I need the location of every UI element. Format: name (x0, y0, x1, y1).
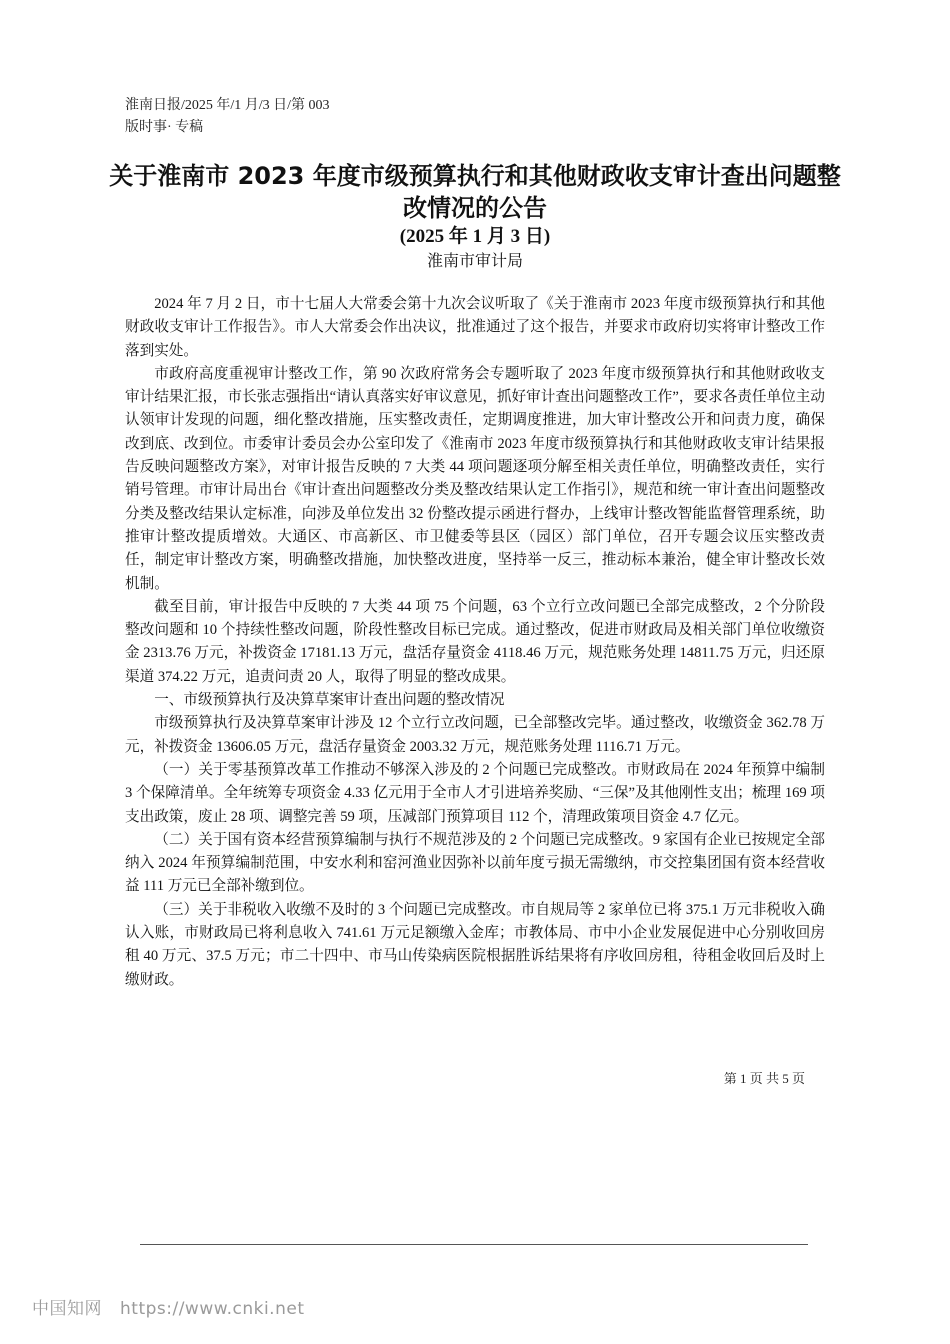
watermark (32, 1294, 322, 1319)
paragraph-item-3: （三）关于非税收入收缴不及时的 3 个问题已完成整改。市自规局等 2 家单位已将 375.1 万元非税收入确认入账，市财政局已将利息收入 741.61 万元足额缴入金库；市教体局、市中小企业发展促进中心分别收回房租 40 万元、37.5 万元；市二十四中、市马山传染病医院根据胜诉结果将有序收回房租，待租金收回后及时上缴财政。 (125, 901, 825, 988)
page-number: 第 1 页 共 5 页 (723, 1071, 805, 1086)
paragraph-item-2: （二）关于国有资本经营预算编制与执行不规范涉及的 2 个问题已完成整改。9 家国有企业已按规定全部纳入 2024 年预算编制范围，中安水利和窑河渔业因弥补以前年度亏损无需缴纳，市交控集团国有资本经营收益 111 万元已全部补缴到位。 (125, 831, 825, 895)
paragraph-item-1: （一）关于零基预算改革工作推动不够深入涉及的 2 个问题已完成整改。市财政局在 2024 年预算中编制 3 个保障清单。全年统筹专项资金 4.33 亿元用于全市人才引进培养奖励、“三保”及其他刚性支出；梳理 169 项支出政策，废止 28 项、调整完善 59 项，压减部门预算项目 112 个，清理政策项目资金 4.7 亿元。 (125, 761, 825, 825)
section-heading-1: 一、市级预算执行及决算草案审计查出问题的整改情况 (154, 692, 505, 709)
watermark-brand: 中国知网 (32, 1299, 102, 1319)
document-title: 关于淮南市 2023 年度市级预算执行和其他财政收支审计查出问题整改情况的公告 (109, 162, 841, 222)
paragraph-summary: 截至目前，审计报告中反映的 7 大类 44 项 75 个问题，63 个立行立改问题已全部完成整改，2 个分阶段整改问题和 10 个持续性整改问题，阶段性整改目标已完成。通过整改，促进市财政局及相关部门单位收缴资金 2313.76 万元，补拨资金 17181.13 万元，盘活存量资金 4118.46 万元，规范账务处理 14811.75 万元，归还原渠道 374.22 万元，追责问责 20 人，取得了明显的整改成果。 (125, 598, 825, 685)
footer-divider (140, 1244, 808, 1245)
section-line: 版时事· 专稿 (125, 120, 204, 135)
document-date: (2025 年 1 月 3 日) (399, 226, 551, 247)
paragraph-intro: 2024 年 7 月 2 日，市十七届人大常委会第十九次会议听取了《关于淮南市 2023 年度市级预算执行和其他财政收支审计工作报告》。市人大常委会作出决议，批准通过了这个报告，并要求市政府切实将审计整改工作落到实处。 (125, 296, 825, 359)
paragraph-government-measures: 市政府高度重视审计整改工作，第 90 次政府常务会专题听取了 2023 年度市级预算执行和其他财政收支审计结果汇报，市长张志强指出“请认真落实好审议意见，抓好审计查出问题整改工作”，要求各责任单位主动认领审计发现的问题，细化整改措施，压实整改责任，定期调度推进，加大审计整改公开和问责力度，确保改到底、改到位。市委审计委员会办公室印发了《淮南市 2023 年度市级预算执行和其他财政收支审计结果报告反映问题整改方案》，对审计报告反映的 7 大类 44 项问题逐项分解至相关责任单位，明确整改责任，实行销号管理。市审计局出台《审计查出问题整改分类及整改结果认定工作指引》，规范和统一审计查出问题整改分类及整改结果认定标准，向涉及单位发出 32 份整改提示函进行督办，上线审计整改智能监督管理系统，助推审计整改提质增效。大通区、市高新区、市卫健委等县区（园区）部门单位，召开专题会议压实整改责任，制定审计整改方案，明确整改措施，加快整改进度，坚持举一反三，推动标本兼治，健全审计整改长效机制。 (125, 365, 825, 592)
title-block (100, 160, 850, 274)
paragraph-section-1: 市级预算执行及决算草案审计涉及 12 个立行立改问题，已全部整改完毕。通过整改，收缴资金 362.78 万元，补拨资金 13606.05 万元，盘活存量资金 2003.32 万元，规范账务处理 1116.71 万元。 (125, 715, 825, 755)
watermark-url[interactable]: https://www.cnki.net (120, 1299, 305, 1319)
article-body (125, 293, 825, 992)
source-line: 淮南日报/2025 年/1 月/3 日/第 003 (125, 98, 330, 113)
source-metadata (125, 95, 330, 139)
issuing-agency: 淮南市审计局 (426, 253, 523, 270)
